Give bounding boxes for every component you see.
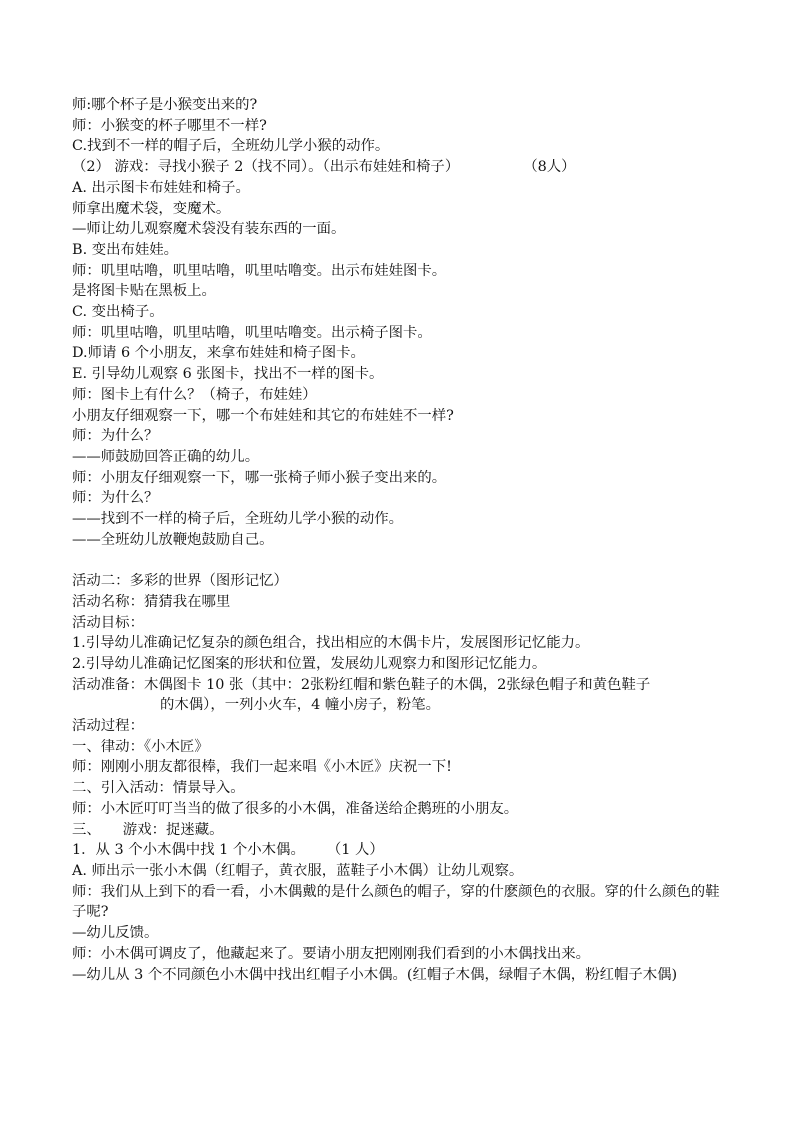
text-line: C.找到不一样的帽子后，全班幼儿学小猴的动作。 bbox=[72, 138, 390, 155]
text-line: 师：小木匠叮叮当当的做了很多的小木偶，准备送给企鹅班的小朋友。 bbox=[72, 800, 519, 817]
paragraph-spacer bbox=[72, 550, 722, 571]
text-line: 1.引导幼儿准确记忆复杂的颜色组合，找出相应的木偶卡片，发展图形记忆能力。 bbox=[72, 635, 590, 652]
text-line bbox=[72, 840, 722, 861]
text-line: ——师鼓励回答正确的幼儿。 bbox=[72, 448, 260, 465]
text-line: 师：叽里咕噜，叽里咕噜，叽里咕噜变。出示椅子图卡。 bbox=[72, 324, 432, 341]
text-line: 活动名称：猜猜我在哪里 bbox=[72, 593, 231, 610]
text-paragraph: 师：我们从上到下的看一看，小木偶戴的是什么颜色的帽子，穿的什麽颜色的衣服。穿的什么颜色的鞋子呢? bbox=[72, 883, 720, 921]
text-line: 小朋友仔细观察一下，哪一个布娃娃和其它的布娃娃不一样? bbox=[72, 407, 454, 424]
text-line bbox=[72, 157, 722, 178]
text-line: 是将图卡贴在黑板上。 bbox=[72, 283, 216, 300]
text-line: —幼儿反馈。 bbox=[72, 925, 159, 942]
text-line: 活动准备：木偶图卡 10 张（其中：2张粉红帽和紫色鞋子的木偶，2张绿色帽子和黄色鞋子 bbox=[72, 676, 651, 693]
text-line: 师：为什么？ bbox=[72, 428, 159, 445]
text-line: 师：刚刚小朋友都很棒，我们一起来唱《小木匠》庆祝一下! bbox=[72, 759, 452, 776]
text-line: 2.引导幼儿准确记忆图案的形状和位置，发展幼儿观察力和图形记忆能力。 bbox=[72, 655, 547, 672]
text-line: C. 变出椅子。 bbox=[72, 304, 164, 321]
text-paragraph: —幼儿从 3 个不同颜色小木偶中找出红帽子小木偶。(红帽子木偶，绿帽子木偶，粉红帽子木偶) bbox=[72, 966, 678, 983]
section-heading: 活动二：多彩的世界（图形记忆） bbox=[72, 573, 288, 590]
participant-count: （1 人） bbox=[326, 842, 384, 859]
text-line: B. 变出布娃娃。 bbox=[72, 241, 179, 258]
text-line: —师让幼儿观察魔术袋没有装东西的一面。 bbox=[72, 221, 346, 238]
text-line: 活动目标： bbox=[72, 614, 144, 631]
text-line: D.师请 6 个小朋友，来拿布娃娃和椅子图卡。 bbox=[72, 345, 365, 362]
text-line: 师：小猴变的杯子哪里不一样? bbox=[72, 117, 267, 134]
text-line: 师：叽里咕噜，叽里咕噜，叽里咕噜变。出示布娃娃图卡。 bbox=[72, 262, 447, 279]
game-step: 1．从 3 个小木偶中找 1 个小木偶。 bbox=[72, 842, 305, 859]
document-body bbox=[72, 95, 722, 985]
text-line: 师：图卡上有什么？（椅子，布娃娃） bbox=[72, 386, 317, 403]
step-number: 三、 bbox=[72, 821, 101, 838]
text-line: 师：为什么？ bbox=[72, 490, 159, 507]
text-line: 活动过程： bbox=[72, 718, 144, 735]
text-line: 师：小朋友仔细观察一下，哪一张椅子师小猴子变出来的。 bbox=[72, 469, 447, 486]
text-line: 一、律动：《小木匠》 bbox=[72, 738, 209, 755]
text-line: ——找到不一样的椅子后，全班幼儿学小猴的动作。 bbox=[72, 511, 403, 528]
game-heading: （2） 游戏：寻找小猴子 2（找不同）。（出示布娃娃和椅子） bbox=[72, 159, 460, 176]
participant-count: （8人） bbox=[523, 159, 576, 176]
text-line: 师:哪个杯子是小猴变出来的? bbox=[72, 97, 258, 113]
text-line: E. 引导幼儿观察 6 张图卡，找出不一样的图卡。 bbox=[72, 366, 384, 383]
text-line: ——全班幼儿放鞭炮鼓励自己。 bbox=[72, 531, 274, 548]
text-line: A. 出示图卡布娃娃和椅子。 bbox=[72, 179, 250, 196]
text-line: 师：小木偶可调皮了，他藏起来了。要请小朋友把刚刚我们看到的小木偶找出来。 bbox=[72, 945, 591, 962]
text-line: 的木偶），一列小火车，4 幢小房子，粉笔。 bbox=[160, 697, 440, 714]
text-line: 二、引入活动：情景导入。 bbox=[72, 780, 245, 797]
text-line: A. 师出示一张小木偶（红帽子，黄衣服，蓝鞋子小木偶）让幼儿观察。 bbox=[72, 863, 524, 879]
text-line: 师拿出魔术袋，变魔术。 bbox=[72, 200, 231, 217]
game-title: 游戏：捉迷藏。 bbox=[122, 821, 224, 838]
text-line bbox=[72, 820, 722, 841]
